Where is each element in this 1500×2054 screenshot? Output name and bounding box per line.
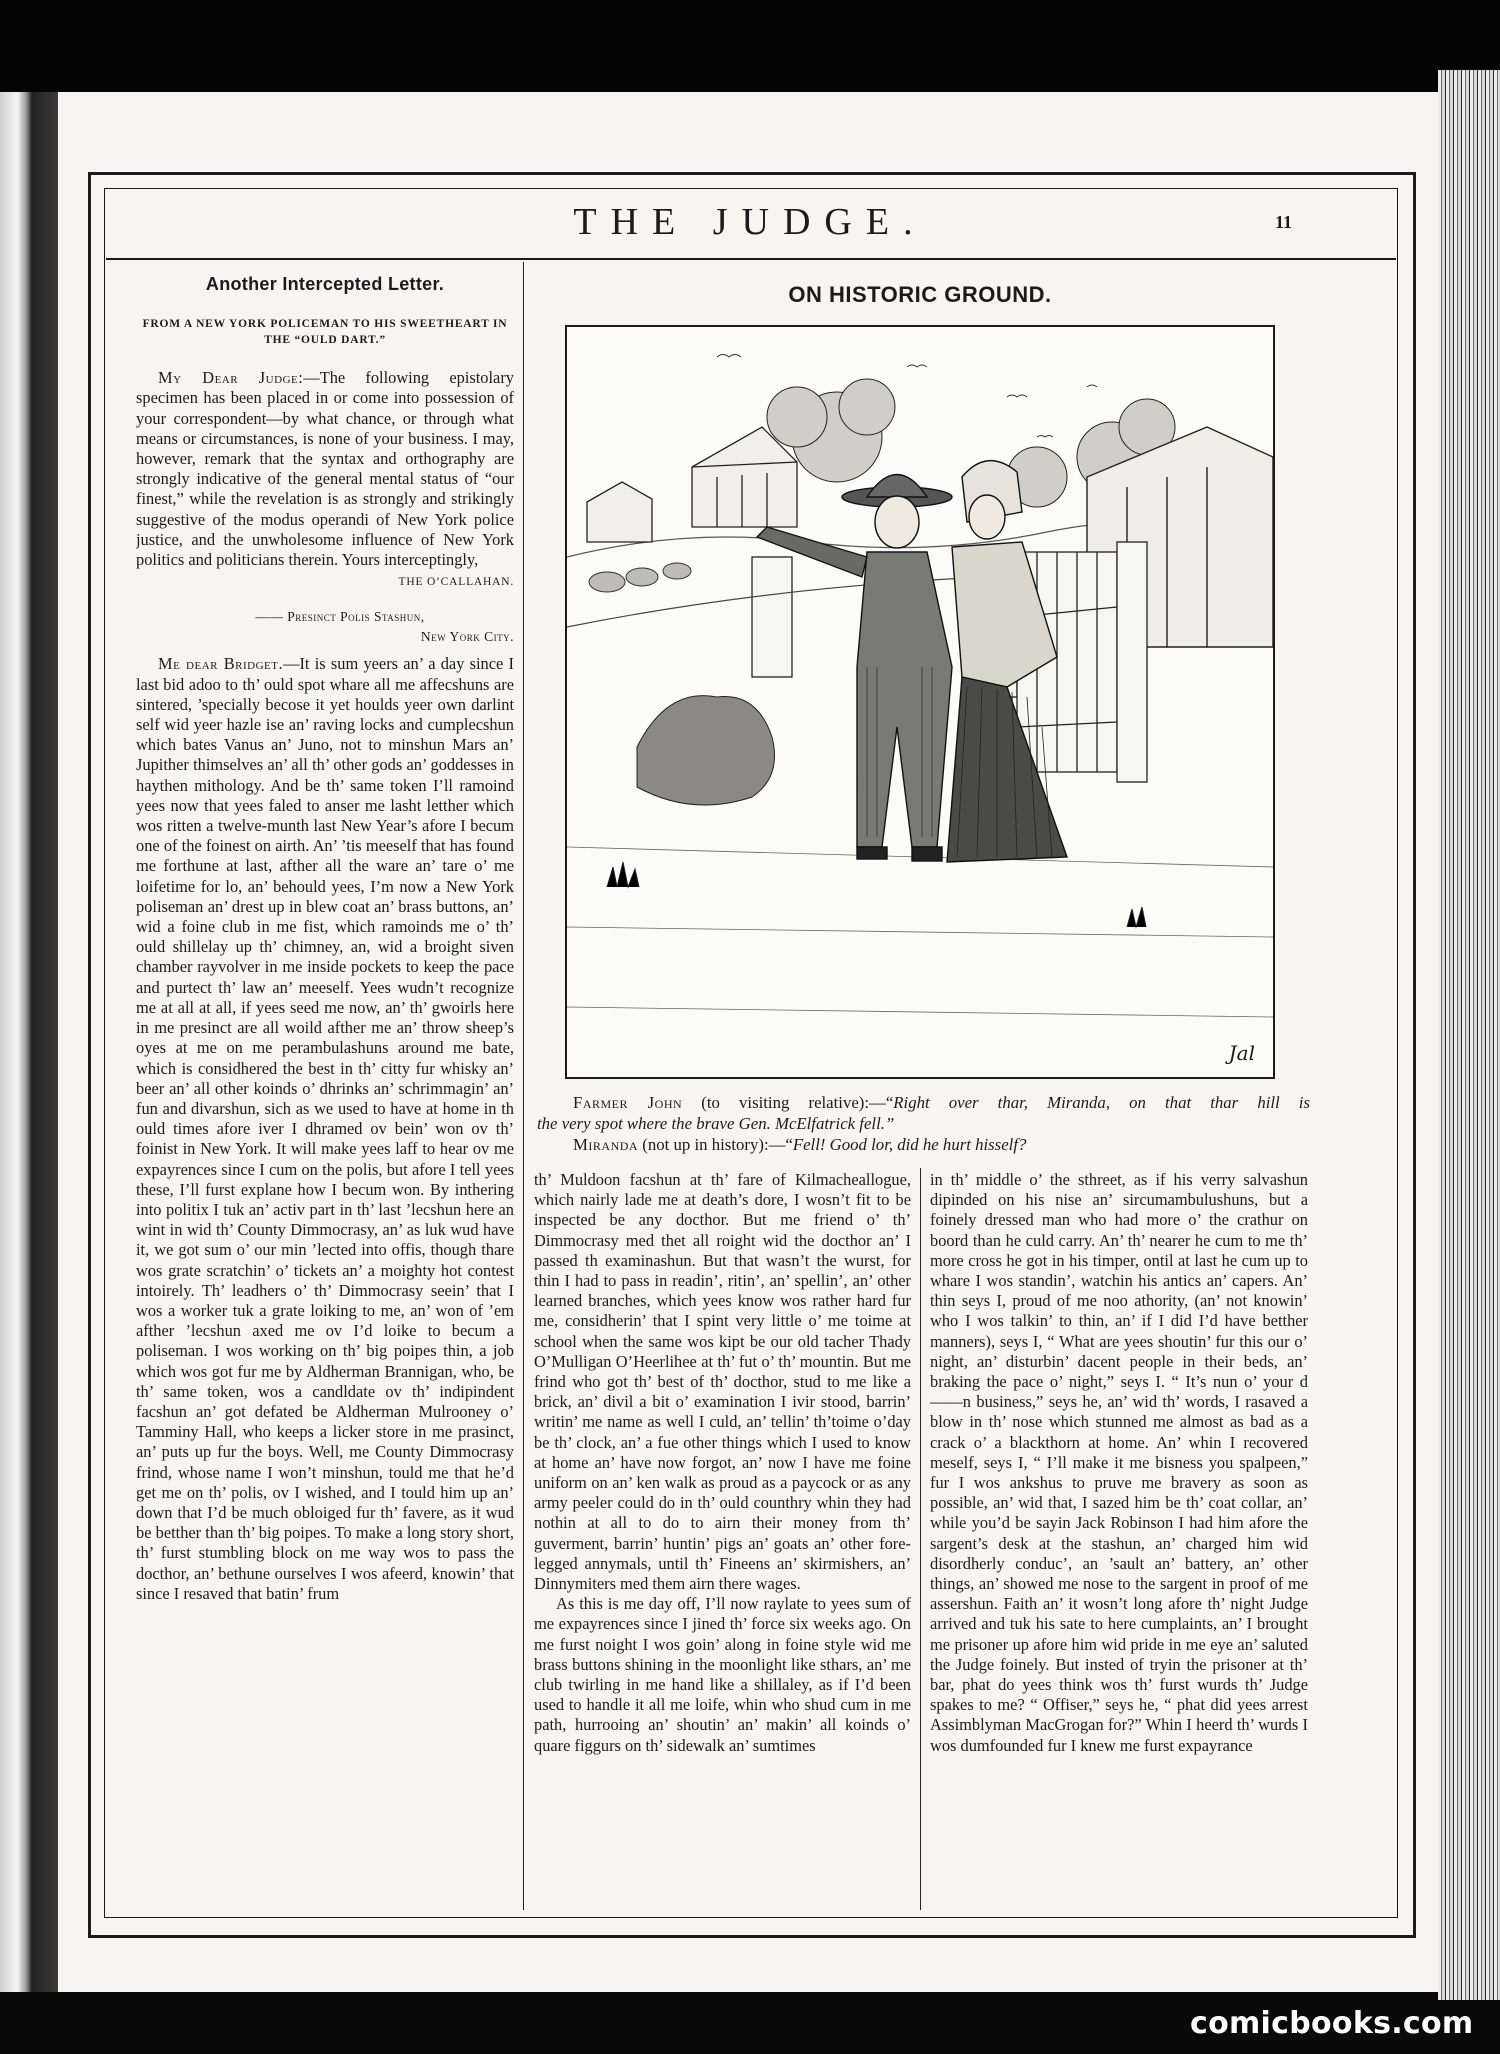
column-rule-1 xyxy=(523,262,524,1910)
column-rule-2 xyxy=(920,1168,921,1910)
col2-paragraph-1: th’ Muldoon facshun at th’ fare of Kilmacheallogue, which nairly lade me at death’s dore, I wosn’t fit to be inspected be any docthor. But me friend o’ th’ Dimmocrasy med thet all roight wid the docthor an’ I passed th examinashun. But that wasn’t the wurst, for thin I had to pass in readin’, ritin’, an’ spellin’, an’ other learned branches, which yees know wos rather hard fur me, considherin’ that I spint very little o’ me toime at school when the same wos kipt be our old tacher Thady O’Mulligan O’Heerlihee at th’ fut o’ th’ mountin. But me frind who got th’ best of th’ docthor, stud to me like a brick, an’ divil a bit o’ examination I ivir stood, barrin’ writin’ me name as well I culd, an’ tellin’ th’toime o’day be th’ clock, an’ a fue other things which I used to know at home an’ have now forgot, an’ now I have me foine uniform on an’ ken walk as proud as a paycock or as any army peeler could do in th’ ould counthry whin they had nothin at all to do to airn their money from th’ guverment, barrin’ huntin’ pigs an’ goats an’ other fore-legged annymals, until th’ Fineens an’ skirmishers, an’ Dinnymiters med them airn there wages. xyxy=(534,1170,911,1594)
cartoon-drawing xyxy=(567,327,1273,1077)
caption-quote-1b: the very spot where the brave Gen. McElfatrick fell.” xyxy=(537,1114,895,1133)
dateline-city: New York City. xyxy=(420,629,514,645)
right-page-edges xyxy=(1438,70,1500,2000)
col3-paragraph-1: in th’ middle o’ the sthreet, as if his verry salvashun dipinded on his nise an’ sircumambulushuns, but a foinely dressed man who had more o’ the crathur on boord than he culd carry. An’ th’ nearer he cum to me th’ more cross he got in his timper, ontil at last he cum up to whare I wos standin’, watchin his antics an’ capers. An’ thin seys I, proud of me noo athority, (an’ not knowin’ who I wos talkin’ to thin, an’ if I did I’d have betther manners), seys I, “ What are yees shoutin’ fur this our o’ night, an’ disturbin’ dacent people in their beds, an’ braking the pace o’ night,” seys I. “ It’s nun o’ your d——n business,” seys he, an’ wid th’ words, I rasaved a blow in th’ nose which stunned me almost as bad as a crack o’ a blackthorn at home. An’ whin I recovered meself, seys I, “ I’ll make it me bisness you spalpeen,” fur I wos ankshus to pruve me bravery as soon as possible, an’ wid that, I sazed him be th’ coat collar, an’ while you’d be sayin Jack Robinson I had him afore the sargent’s desk at the stashun, an’ charged him wid disordherly conduc’, an ’sault an’ battery, an’ other things, an’ showed me nose to the sargent in proof of me assershun. Faith an’ it wosn’t long afore th’ night Judge arrived and tuk his sate to here cumplaints, an’ I brought me prisoner up afore him wid pride in me eye an’ saluted the Judge foinely. But insted of tryin the prisoner at th’ bar, phat do yees think wos th’ furst wurds th’ Judge spakes to me? “ Offiser,” seys he, “ phat did yees arrest Assimblyman MacGrogan for?” Whin I heerd th’ wurds I wos dumfounded fur I knew me furst expayrance xyxy=(930,1170,1308,1755)
left-binding-edge xyxy=(0,92,58,1992)
caption-quote-2: Fell! Good lor, did he hurt hisself? xyxy=(792,1135,1027,1154)
masthead-rule xyxy=(106,258,1396,260)
cartoon-caption xyxy=(537,1092,1310,1155)
cartoon-title: ON HISTORIC GROUND. xyxy=(788,282,1052,307)
article-title: Another Intercepted Letter. xyxy=(205,274,445,294)
caption-line-1 xyxy=(537,1092,1310,1113)
text-column-2 xyxy=(534,1170,911,1910)
intro-signature: THE O’CALLAHAN. xyxy=(398,576,514,589)
scan-top-edge xyxy=(0,0,1500,92)
caption-context-2: (not up in history):—“ xyxy=(638,1135,793,1154)
caption-line-2 xyxy=(537,1113,1310,1134)
text-column-3 xyxy=(930,1170,1308,1910)
caption-line-3 xyxy=(537,1134,1310,1155)
letter-salutation: Me dear Bridget. xyxy=(158,654,284,674)
intro-body: —The following epistolary specimen has been placed in or come into possession of your correspondent—by what chance, or through what means or circumstances, is none of your business. I may, however, remark that the syntax and orthography are strongly indicative of the general mental status of “our finest,” while the revelation is as strongly and strikingly suggestive of the modus operandi of New York police justice, and the unwholesome influence of New York politics and politicians therein. Yours interceptingly, xyxy=(136,368,514,570)
letter-body: —It is sum yeers an’ a day since I last bid adoo to th’ ould spot whare all me affecshuns are sintered, ’specially becose it yet houlds yeer own darlint self wid yeer hazle ise an’ raving locks and cumplecshun which bates Vanus an’ Juno, not to minshun Mars an’ Jupither thimselves an’ all th’ other gods an’ goddesses in haythen mithology. And be th’ same token I’ll ramoind yees now that yees faled to anser me lasht letther which wos ritten a twelve-munth last New Year’s afore I becum one of the foinest on airth. An’ ’tis meeself that has found me forthune at last, afther all the ware an’ tare o’ me loifetime for lo, an’ behould yees, I’m now a New York poliseman an’ drest up in blew coat an’ brass buttons, an’ wid a foine club in me fist, which ramoinds me o’ th’ ould shillelay up th’ chimney, an, wid a broight siven chamber rayvolver in me inside pockets to keep the pace and purtect th’ law an’ meeself. Yees wudn’t recognize me at all at all, if yees seed me now, an’ th’ gwoirls here in me presinct are all woild afther me an’ throw sheep’s oyes at me on me perambulashuns around me bate, which is considhered the best in th’ citty fur whisky an’ beer an’ all other koinds o’ dhrinks an’ schrimmagin’ an’ fun and divarshun, sich as we used to have at home in th ould times afore iver I dhramed ov bein’ won ov th’ foinist in New York. It will make yees laff to hear ov me expayrences since I cum on the polis, but afore I tell yees these, I’ll furst explane how I becum won. By inthering into politix I tuk an’ activ part in th’ last ’lecshun here an wint in wid th’ County Dimmocrasy, an’ as luk wud have it, we got sum o’ our min ’lected into offis, though thare wos grate scratchin’ o’ tickets an’ a moighty hot contest intoirely. Th’ leadhers o’ th’ Dimmocrasy seein’ that I wos a worker tuk a grate loiking to me, an’ won of ’em afther ’lecshun axed me ov I’d loike to becum a poliseman. I wos working on th’ big poipes thin, a job which wos got fur me by Aldherman Brannigan, who, be th’ same token, wos a candldate ov th’ indipindent facshun an’ got defated be Aldherman Mulrooney o’ Tamminy Hall, who keeps a licker store in me prasinct, an’ puts up fur the boys. Well, me County Dimmocrasy frind, whose name I won’t minshun, tould me that he’d get me on th’ polis, ov I wished, and I tould him up an’ down that I’d be much obloiged fur th’ favere, as it wud be betther than th’ big poipes. To make a long story short, th’ furst stumbling block on me way wos to pass the docthor, an’ bethune ourselves I wos afeerd, knowin’ that since I resaved that batin’ frum xyxy=(136,654,514,1603)
col2-paragraph-2: As this is me day off, I’ll now raylate to yees sum of me expayrences since I jined th’ force six weeks ago. On me furst noight I wos goin’ along in foine style wid me brass buttons shining in the moonlight like sthars, an’ me club twirling in me hand like a shillaley, as if I’d been used to handle it all me loife, whin who shud cum in me path, hurrooing an’ shoutin’ an’ makin’ all koinds o’ quare figgurs on th’ sidewalk an’ sumtimes xyxy=(534,1594,911,1755)
caption-quote-1a: Right over thar, Miranda, on that thar hill is xyxy=(893,1093,1311,1112)
article-kicker: FROM A NEW YORK POLICEMAN TO HIS SWEETHEART IN THE “OULD DART.” xyxy=(142,318,508,347)
caption-context-1: (to visiting relative):—“ xyxy=(682,1093,894,1112)
dateline-place: —— Presinct Polis Stashun, xyxy=(255,609,425,625)
cartoon-illustration xyxy=(565,325,1275,1079)
letter-column xyxy=(136,266,514,1912)
masthead-title: THE JUDGE. xyxy=(573,201,927,243)
caption-speaker-miranda: Miranda xyxy=(573,1135,639,1154)
letter-paragraph xyxy=(136,654,514,1604)
caption-speaker-farmer: Farmer John xyxy=(573,1093,683,1112)
intro-paragraph xyxy=(136,368,514,570)
watermark: comicbooks.com xyxy=(1190,2006,1474,2041)
intro-salutation: My Dear Judge: xyxy=(158,368,304,388)
artist-signature: Jal xyxy=(1228,1041,1255,1065)
page-number: 11 xyxy=(1275,212,1293,232)
